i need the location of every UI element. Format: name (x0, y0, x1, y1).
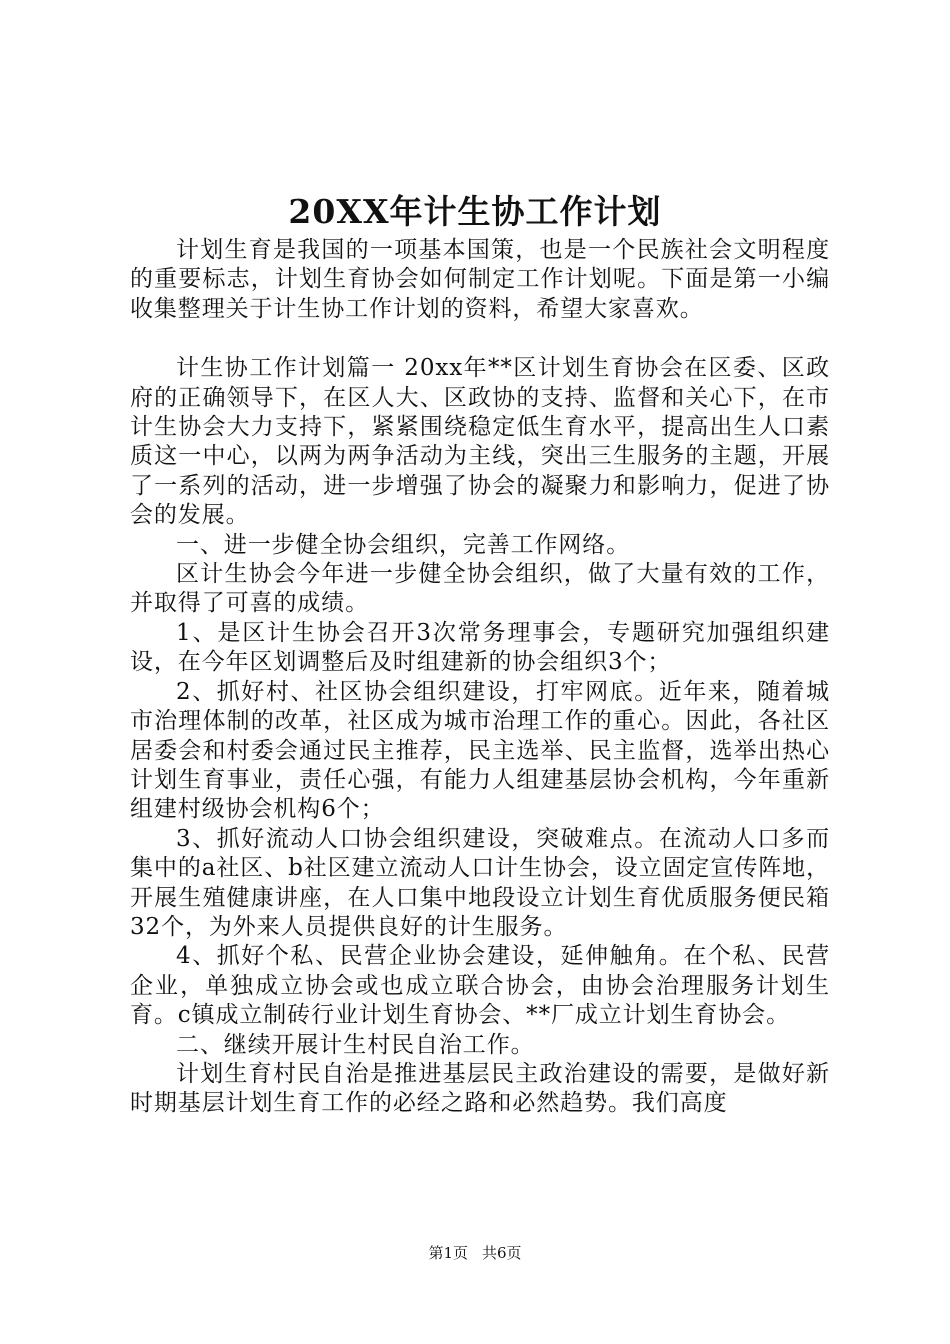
list-item-4: 4、抓好个私、民营企业协会建设，延伸触角。在个私、民营企业，单独成立协会或也成立联合协会，由协会治理服务计划生育。c镇成立制砖行业计划生育协会、**厂成立计划生育协会。 (130, 943, 830, 1029)
document-title: 20XX年计生协工作计划 (288, 192, 662, 231)
page-number-current: 第1页 (428, 1244, 468, 1262)
list-item-1: 1、是区计生协会召开3次常务理事会，专题研究加强组织建设，在今年区划调整后及时组建新的协会组织3个； (130, 619, 830, 676)
paragraph-intro: 计划生育是我国的一项基本国策，也是一个民族社会文明程度的重要标志，计划生育协会如何制定工作计划呢。下面是第一小编收集整理关于计生协工作计划的资料，希望大家喜欢。 (130, 237, 830, 322)
paragraph-section-1-summary: 区计生协会今年进一步健全协会组织，做了大量有效的工作，并取得了可喜的成绩。 (130, 561, 830, 617)
page-number-total: 共6页 (482, 1244, 522, 1262)
paragraph-overview: 计生协工作计划篇一 20xx年**区计划生育协会在区委、区政府的正确领导下，在区人大、区政协的支持、监督和关心下，在市计生协会大力支持下，紧紧围绕稳定低生育水平，提高出生人口素质这一中心，以两为两争活动为主线，突出三生服务的主题，开展了一系列的活动，进一步增强了协会的凝聚力和影响力，促进了协会的发展。 (130, 355, 830, 529)
document-body (130, 236, 830, 1119)
list-item-2: 2、抓好村、社区协会组织建设，打牢网底。近年来，随着城市治理体制的改革，社区成为城市治理工作的重心。因此，各社区居委会和村委会通过民主推荐，民主选举、民主监督，选举出热心计划生育事业，责任心强，有能力人组建基层协会机构，今年重新组建村级协会机构6个； (130, 678, 830, 823)
paragraph-section-2: 计划生育村民自治是推进基层民主政治建设的需要，是做好新时期基层计划生育工作的必经之路和必然趋势。我们高度 (130, 1060, 830, 1117)
section-heading-1: 一、进一步健全协会组织，完善工作网络。 (176, 531, 631, 558)
page-footer (0, 1242, 950, 1263)
section-heading-2: 二、继续开展计生村民自治工作。 (176, 1031, 535, 1058)
list-item-3: 3、抓好流动人口协会组织建设，突破难点。在流动人口多而集中的a社区、b社区建立流动人口计生协会，设立固定宣传阵地，开展生殖健康讲座，在人口集中地段设立计划生育优质服务便民箱32个，为外来人员提供良好的计生服务。 (130, 825, 830, 940)
